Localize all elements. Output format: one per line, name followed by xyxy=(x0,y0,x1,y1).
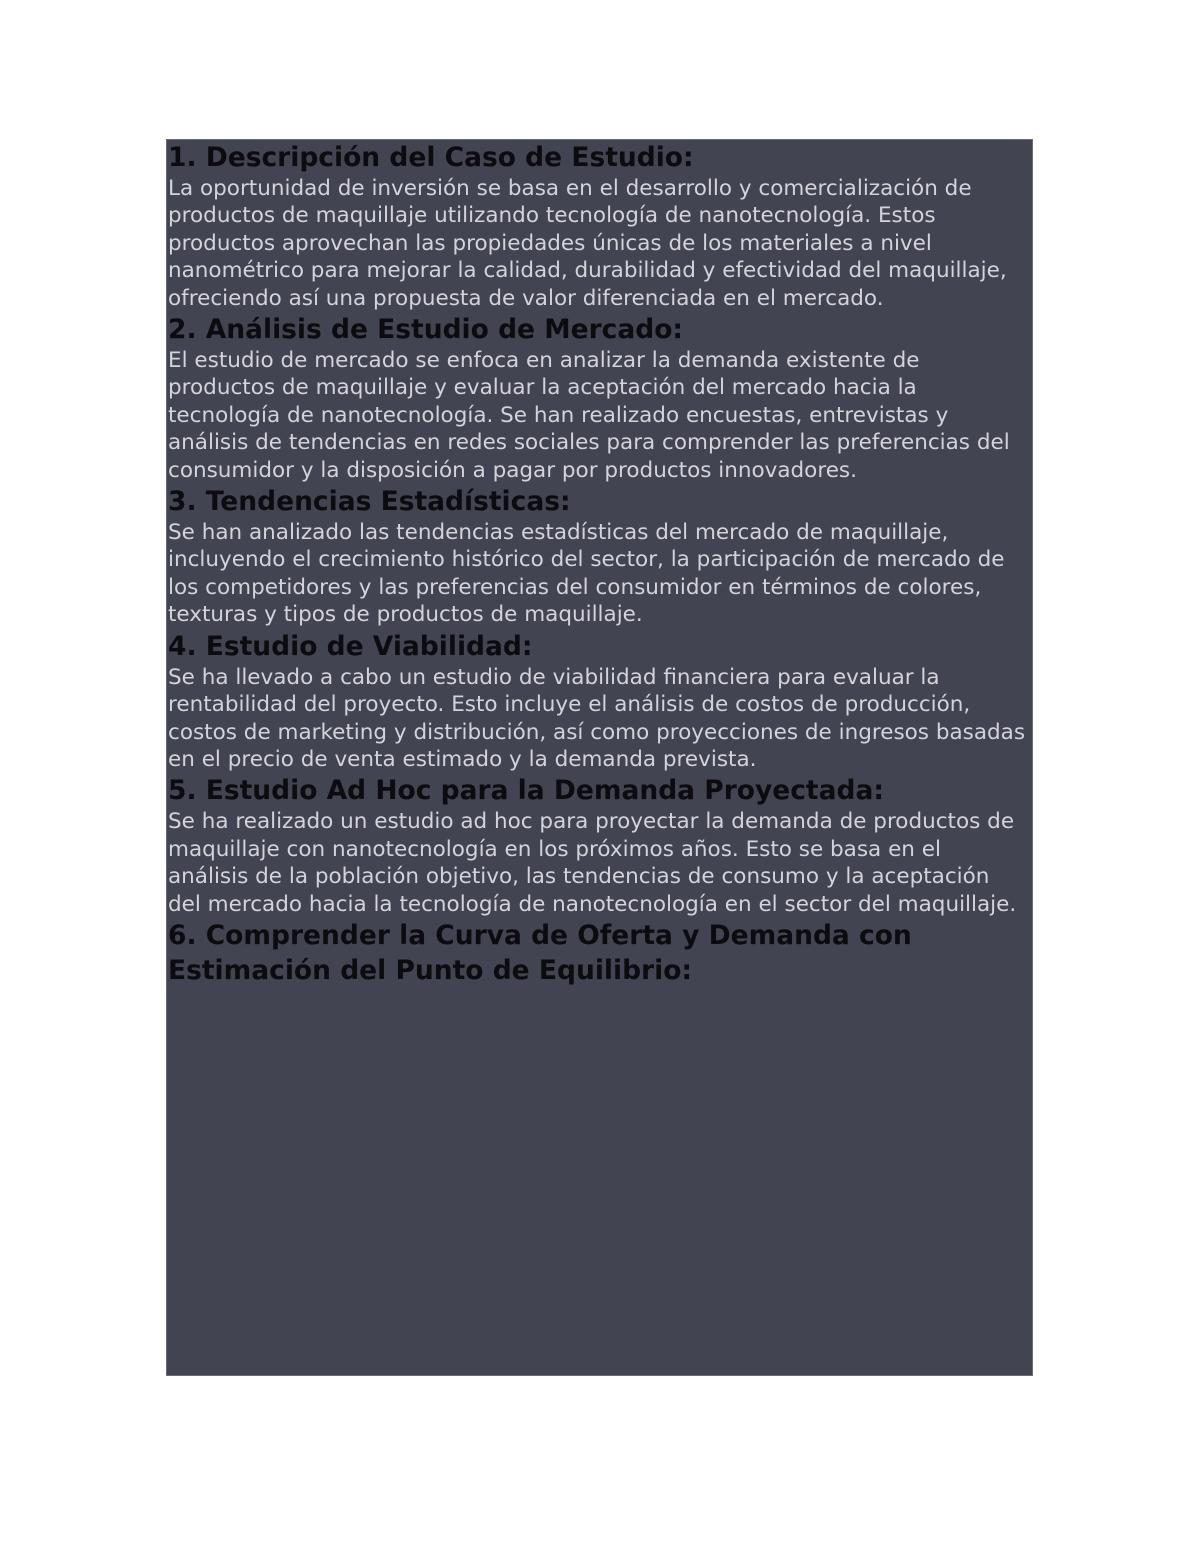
section-2-body: El estudio de mercado se enfoca en analizar la demanda existente de productos de maquillaje y evaluar la aceptación del mercado hacia la tecnología de nanotecnología. Se han realizado encuestas, entrevistas y análisis de tendencias en redes sociales para comprender las preferencias del consumidor y la disposición a pagar por productos innovadores. xyxy=(168,348,1010,483)
section-5-body: Se ha realizado un estudio ad hoc para proyectar la demanda de productos de maquillaje con nanotecnología en los próximos años. Esto se basa en el análisis de la población objetivo, las tendencias de consumo y la aceptación del mercado hacia la tecnología de nanotecnología en el sector del maquillaje. xyxy=(168,809,1017,917)
section-2-heading: 2. Análisis de Estudio de Mercado: xyxy=(168,314,684,346)
section-4-body: Se ha llevado a cabo un estudio de viabilidad financiera para evaluar la rentabilidad del proyecto. Esto incluye el análisis de costos de producción, costos de marketing y distribución, así como proyecciones de ingresos basadas en el precio de venta estimado y la demanda prevista. xyxy=(168,664,1026,772)
section-4-heading: 4. Estudio de Viabilidad: xyxy=(168,630,533,662)
section-5-heading: 5. Estudio Ad Hoc para la Demanda Proyectada: xyxy=(168,775,884,807)
section-1-heading: 1. Descripción del Caso de Estudio: xyxy=(168,142,694,173)
section-3-heading: 3. Tendencias Estadísticas: xyxy=(168,486,571,518)
document-content-box xyxy=(166,139,1033,1376)
section-3-body: Se han analizado las tendencias estadísticas del mercado de maquillaje, incluyendo el crecimiento histórico del sector, la participación de mercado de los competidores y las preferencias del consumidor en términos de colores, texturas y tipos de productos de maquillaje. xyxy=(168,520,1005,628)
document-body xyxy=(167,140,1032,988)
section-6-heading: 6. Comprender la Curva de Oferta y Demanda con Estimación del Punto de Equilibrio: xyxy=(168,919,912,986)
section-1-body: La oportunidad de inversión se basa en el desarrollo y comercialización de productos de maquillaje utilizando tecnología de nanotecnología. Estos productos aprovechan las propiedades únicas de los materiales a nivel nanométrico para mejorar la calidad, durabilidad y efectividad del maquillaje, ofreciendo así una propuesta de valor diferenciada en el mercado. xyxy=(168,176,1007,311)
